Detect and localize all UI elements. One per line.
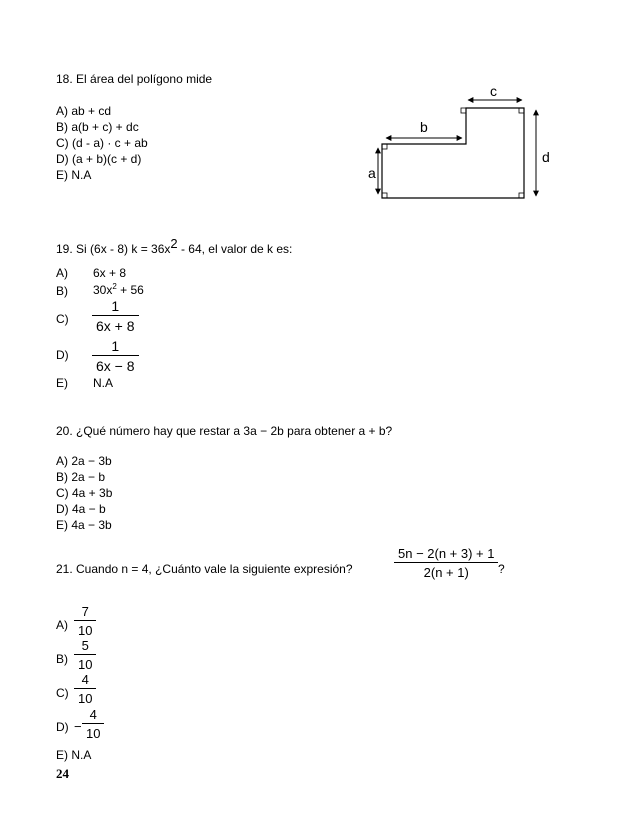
q21-option-e-text: N.A — [71, 748, 92, 762]
q21-option-e-label-text: E) — [56, 748, 68, 762]
q19-title-pre: 19. Si (6x - 8) k = 36x — [56, 242, 171, 256]
fraction-denominator: 10 — [74, 654, 96, 672]
polygon-outline — [382, 108, 524, 198]
q21-option-b-fraction — [74, 638, 96, 672]
q19-option-e-label: E) — [56, 376, 68, 390]
q20-option-c: C) 4a + 3b — [56, 486, 113, 500]
fraction-denominator: 6x + 8 — [92, 315, 139, 334]
q18-option-c: C) (d - a) · c + ab — [56, 136, 148, 150]
q20-option-d: D) 4a − b — [56, 502, 106, 516]
figure-label-b: b — [420, 119, 428, 135]
q19-title-exponent: 2 — [170, 236, 178, 251]
fraction-denominator: 10 — [74, 688, 96, 706]
q18-option-b: B) a(b + c) + dc — [56, 120, 139, 134]
right-angle-marker — [461, 108, 466, 113]
q19-option-b-text — [93, 282, 144, 297]
q21-option-e-label — [56, 748, 91, 762]
q18-option-d: D) (a + b)(c + d) — [56, 152, 142, 166]
q21-option-a-label: A) — [56, 618, 68, 632]
fraction-numerator: 5n − 2(n + 3) + 1 — [398, 546, 495, 561]
q20-option-a: A) 2a − 3b — [56, 454, 112, 468]
q21-option-d-label: D) — [56, 720, 69, 734]
q21-option-d-fraction — [82, 707, 104, 741]
fraction-numerator: 4 — [81, 672, 89, 687]
q21-expression-fraction — [394, 546, 498, 580]
fraction-numerator: 1 — [111, 338, 120, 354]
right-angle-marker — [382, 144, 387, 149]
page-number: 24 — [56, 766, 69, 781]
right-angle-marker — [382, 193, 387, 198]
polygon-figure — [360, 84, 560, 208]
q18-option-a: A) ab + cd — [56, 104, 112, 118]
q19-option-c-label: C) — [56, 312, 69, 326]
q19-option-b-pre: 30x — [93, 283, 113, 297]
figure-label-c: c — [490, 84, 497, 99]
q19-option-a-label: A) — [56, 266, 68, 280]
q21-question-mark: ? — [498, 562, 505, 576]
q19-option-b-exponent: 2 — [112, 282, 117, 291]
q21-title: 21. Cuando n = 4, ¿Cuánto vale la siguiente expresión? — [56, 562, 353, 576]
fraction-denominator: 10 — [74, 620, 96, 638]
fraction-denominator: 10 — [82, 723, 104, 741]
q21-option-d-sign: − — [74, 719, 82, 734]
right-angle-marker — [519, 108, 524, 113]
q19-option-a-text: 6x + 8 — [93, 266, 127, 280]
q21-option-b-label: B) — [56, 652, 68, 666]
q19-option-d-fraction — [92, 338, 139, 374]
fraction-numerator: 1 — [111, 298, 120, 314]
q19-option-e-text: N.A — [93, 376, 114, 390]
fraction-numerator: 5 — [81, 638, 89, 653]
q18-title: 18. El área del polígono mide — [56, 72, 213, 86]
q21-option-c-fraction — [74, 672, 96, 706]
figure-label-d: d — [542, 149, 550, 165]
right-angle-marker — [519, 193, 524, 198]
q20-title: 20. ¿Qué número hay que restar a 3a − 2b para obtener a + b? — [56, 424, 393, 438]
q19-option-d-label: D) — [56, 348, 69, 362]
fraction-denominator: 6x − 8 — [92, 355, 139, 374]
fraction-numerator: 7 — [81, 604, 89, 619]
q19-option-b-label: B) — [56, 284, 68, 298]
q21-option-a-fraction — [74, 604, 96, 638]
fraction-numerator: 4 — [89, 707, 97, 722]
q20-option-b: B) 2a − b — [56, 470, 106, 484]
q19-title — [56, 236, 292, 256]
q19-option-c-fraction — [92, 298, 139, 334]
fraction-denominator: 2(n + 1) — [394, 562, 498, 580]
q21-option-c-label: C) — [56, 686, 69, 700]
figure-label-a: a — [368, 165, 376, 181]
q18-option-e: E) N.A — [56, 168, 92, 182]
q20-option-e: E) 4a − 3b — [56, 518, 112, 532]
q19-option-b-post: + 56 — [116, 283, 144, 297]
q19-title-post: - 64, el valor de k es: — [177, 242, 293, 256]
